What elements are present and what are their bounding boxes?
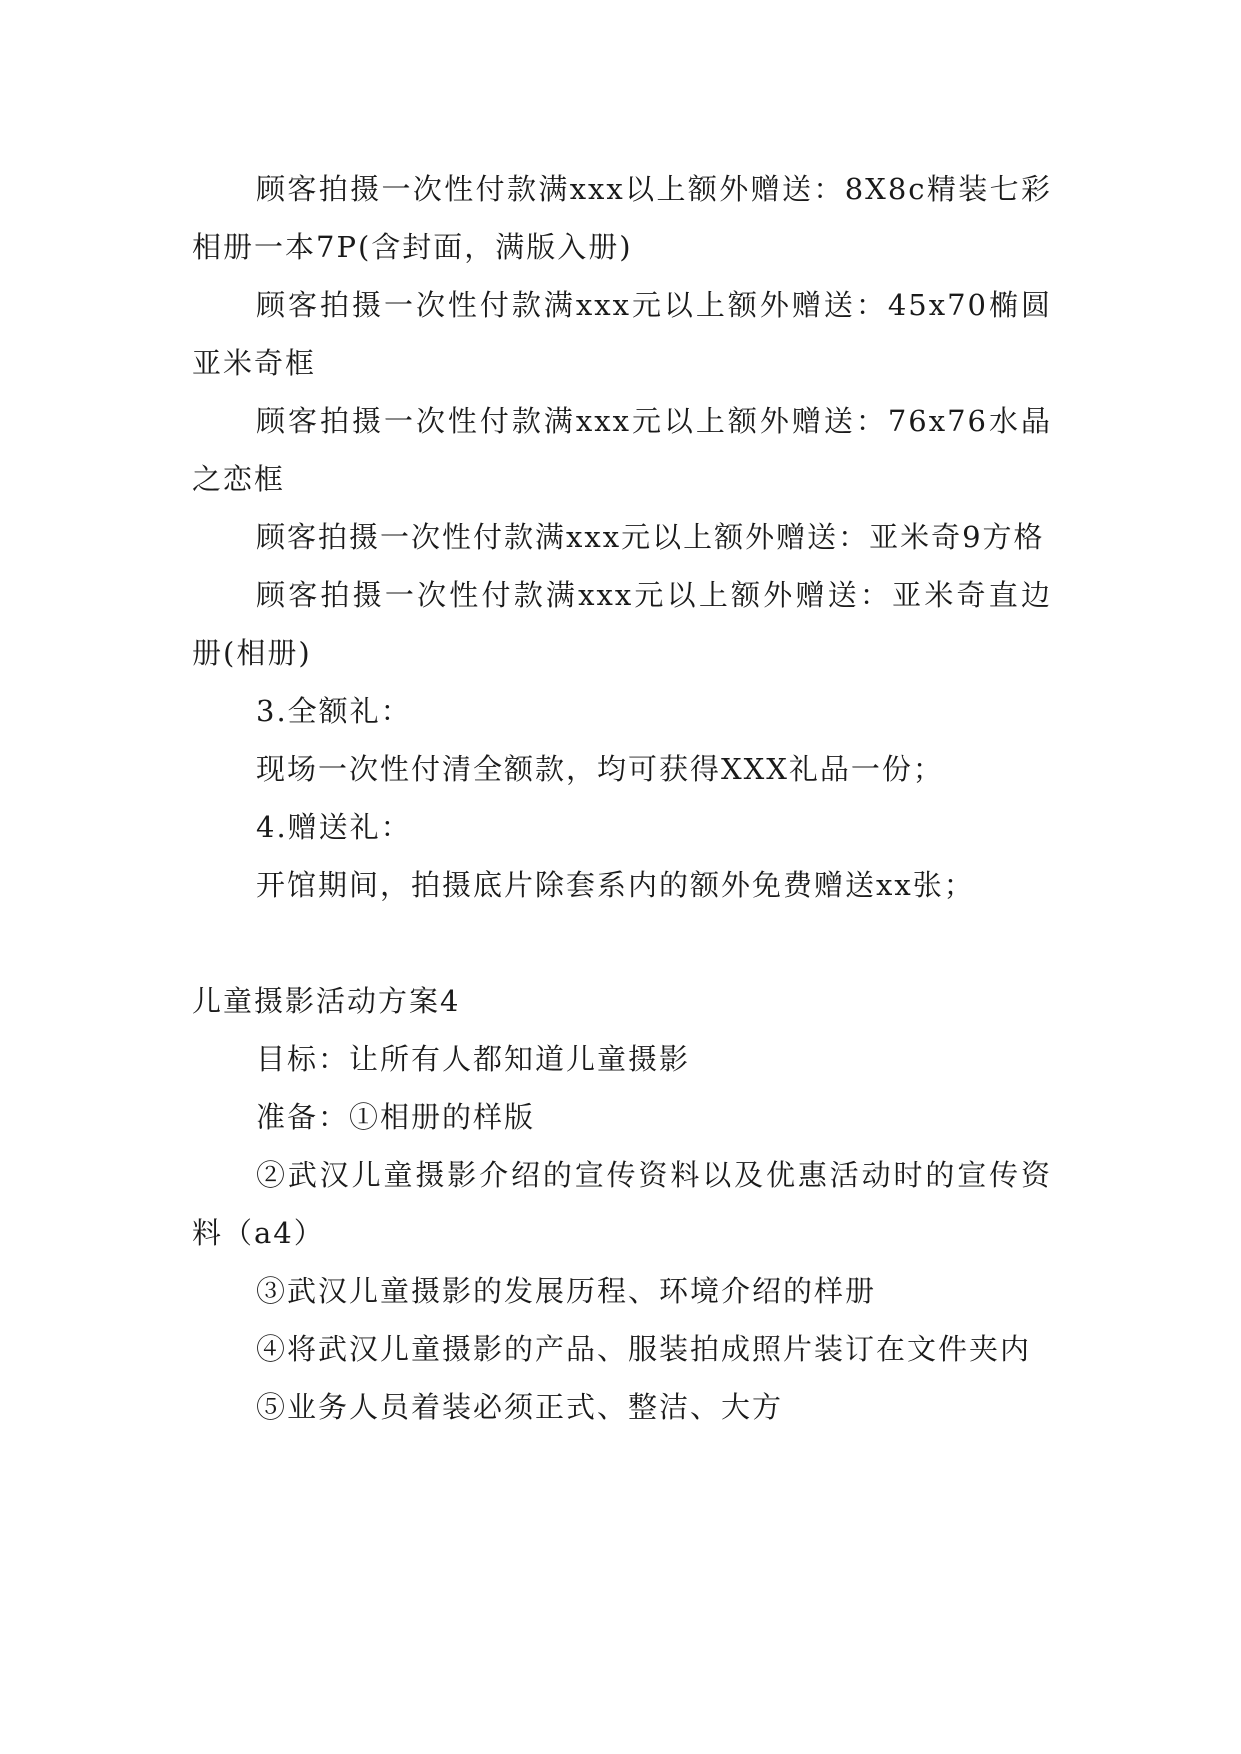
paragraph-gift-crystal-frame: 顾客拍摄一次性付款满xxx元以上额外赠送：76x76水晶之恋框 (192, 404, 1052, 496)
section-spacer (192, 914, 1052, 972)
document-body (192, 160, 1052, 1436)
paragraph-prep-samples: 准备：①相册的样版 (256, 1100, 536, 1134)
paragraph-full-payment-gift: 现场一次性付清全额款，均可获得XXX礼品一份； (256, 752, 944, 786)
paragraph-bonus-gift: 开馆期间，拍摄底片除套系内的额外免费赠送xx张； (256, 868, 975, 902)
section-title: 儿童摄影活动方案4 (192, 984, 461, 1018)
paragraph-prep-photo-folder: ④将武汉儿童摄影的产品、服装拍成照片装订在文件夹内 (256, 1332, 1032, 1366)
paragraph-gift-straight-album: 顾客拍摄一次性付款满xxx元以上额外赠送：亚米奇直边册(相册) (192, 578, 1052, 670)
paragraph-gift-oval-frame: 顾客拍摄一次性付款满xxx元以上额外赠送：45x70椭圆亚米奇框 (192, 288, 1052, 380)
paragraph-prep-dress-code: ⑤业务人员着装必须正式、整洁、大方 (256, 1390, 784, 1424)
paragraph-prep-brochures: ②武汉儿童摄影介绍的宣传资料以及优惠活动时的宣传资料（a4） (192, 1158, 1052, 1250)
heading-bonus-gift: 4.赠送礼： (256, 810, 412, 844)
paragraph-prep-history-book: ③武汉儿童摄影的发展历程、环境介绍的样册 (256, 1274, 877, 1308)
paragraph-goal: 目标：让所有人都知道儿童摄影 (256, 1042, 691, 1076)
paragraph-gift-nine-grid: 顾客拍摄一次性付款满xxx元以上额外赠送：亚米奇9方格 (256, 520, 1045, 554)
paragraph-gift-album: 顾客拍摄一次性付款满xxx以上额外赠送：8X8c精装七彩相册一本7P(含封面，满版入册) (192, 172, 1052, 264)
heading-full-payment-gift: 3.全额礼： (256, 694, 412, 728)
